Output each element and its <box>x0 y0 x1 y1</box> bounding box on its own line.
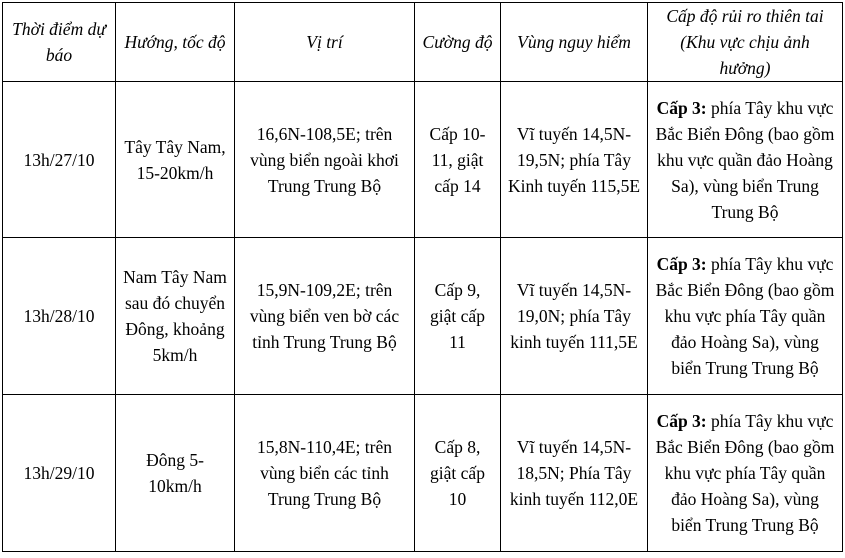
header-danger-zone: Vùng nguy hiểm <box>501 3 648 82</box>
table-row <box>3 238 843 395</box>
cell-risk <box>648 82 843 238</box>
cell-risk <box>648 238 843 395</box>
risk-area-text: phía Tây khu vực Bắc Biển Đông (bao gồm khu vực phía Tây quần đảo Hoàng Sa), vùng biển Trung Trung Bộ <box>655 411 835 535</box>
cell-intensity: Cấp 9, giật cấp 11 <box>415 238 501 395</box>
cell-time: 13h/28/10 <box>3 238 116 395</box>
cell-intensity: Cấp 10-11, giật cấp 14 <box>415 82 501 238</box>
header-direction-speed: Hướng, tốc độ <box>116 3 235 82</box>
cell-danger-zone: Vĩ tuyến 14,5N-19,0N; phía Tây kinh tuyến 111,5E <box>501 238 648 395</box>
risk-area-text: phía Tây khu vực Bắc Biển Đông (bao gồm khu vực phía Tây quần đảo Hoàng Sa), vùng biển Trung Trung Bộ <box>655 254 835 378</box>
header-intensity: Cường độ <box>415 3 501 82</box>
cell-intensity: Cấp 8, giật cấp 10 <box>415 395 501 552</box>
cell-time: 13h/29/10 <box>3 395 116 552</box>
storm-forecast-table <box>2 2 843 552</box>
cell-direction: Đông 5-10km/h <box>116 395 235 552</box>
table-row <box>3 82 843 238</box>
cell-direction: Nam Tây Nam sau đó chuyển Đông, khoảng 5km/h <box>116 238 235 395</box>
header-risk-level: Cấp độ rủi ro thiên tai (Khu vực chịu ảnh hưởng) <box>648 3 843 82</box>
cell-time: 13h/27/10 <box>3 82 116 238</box>
cell-position: 15,9N-109,2E; trên vùng biển ven bờ các tỉnh Trung Trung Bộ <box>235 238 415 395</box>
cell-position: 16,6N-108,5E; trên vùng biển ngoài khơi Trung Trung Bộ <box>235 82 415 238</box>
table-header-row <box>3 3 843 82</box>
cell-direction: Tây Tây Nam, 15-20km/h <box>116 82 235 238</box>
risk-level-label: Cấp 3: <box>656 254 707 274</box>
header-forecast-time: Thời điểm dự báo <box>3 3 116 82</box>
cell-position: 15,8N-110,4E; trên vùng biển các tỉnh Trung Trung Bộ <box>235 395 415 552</box>
risk-area-text: phía Tây khu vực Bắc Biển Đông (bao gồm khu vực quần đảo Hoàng Sa), vùng biển Trung Trung Bộ <box>655 97 835 222</box>
risk-level-label: Cấp 3: <box>656 411 707 431</box>
risk-level-label: Cấp 3: <box>656 97 707 118</box>
cell-risk <box>648 395 843 552</box>
header-position: Vị trí <box>235 3 415 82</box>
cell-danger-zone: Vĩ tuyến 14,5N-19,5N; phía Tây Kinh tuyến 115,5E <box>501 82 648 238</box>
table-row <box>3 395 843 552</box>
cell-danger-zone: Vĩ tuyến 14,5N-18,5N; Phía Tây kinh tuyến 112,0E <box>501 395 648 552</box>
